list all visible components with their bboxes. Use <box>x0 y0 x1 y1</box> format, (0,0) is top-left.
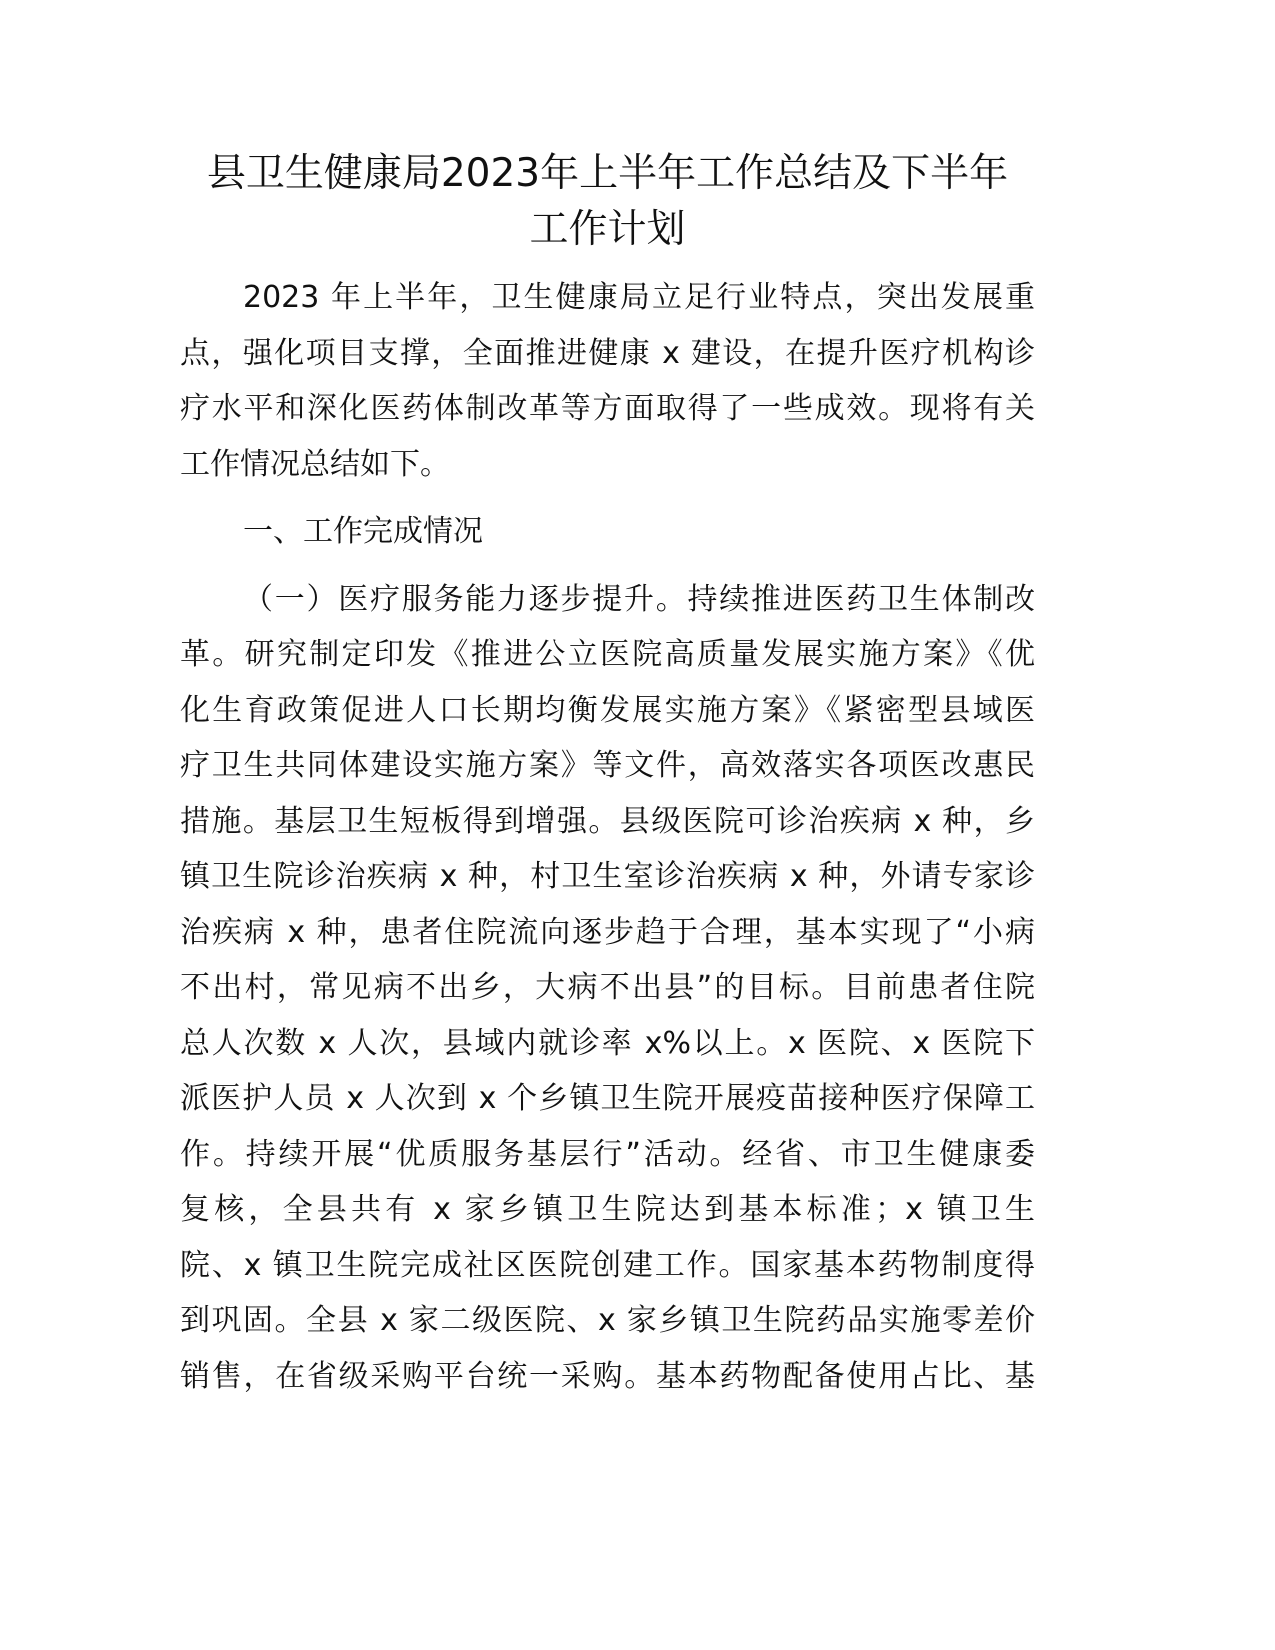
text-line: 院、x 镇卫生院完成社区医院创建工作。国家基本药物制度得 <box>180 1247 1035 1283</box>
document-title <box>150 146 1065 258</box>
text-line: 作。持续开展“优质服务基层行”活动。经省、市卫生健康委 <box>180 1136 1035 1172</box>
text-line: 总人次数 x 人次，县域内就诊率 x%以上。x 医院、x 医院下 <box>180 1025 1035 1061</box>
document-body <box>180 270 1035 1404</box>
title-line: 县卫生健康局2023年上半年工作总结及下半年 <box>206 151 1009 196</box>
section-paragraph <box>180 572 1035 1405</box>
text-line: （一）医疗服务能力逐步提升。持续推进医药卫生体制改 <box>243 581 1035 617</box>
text-line: 到巩固。全县 x 家二级医院、x 家乡镇卫生院药品实施零差价 <box>180 1303 1035 1338</box>
text-line: 治疾病 x 种，患者住院流向逐步趋于合理，基本实现了“小病 <box>180 914 1035 950</box>
text-line: 不出村，常见病不出乡，大病不出县”的目标。目前患者住院 <box>180 970 1035 1005</box>
section-heading: 一、工作完成情况 <box>243 514 483 549</box>
text-line: 革。研究制定印发《推进公立医院高质量发展实施方案》《优 <box>180 637 1035 672</box>
text-line: 销售，在省级采购平台统一采购。基本药物配备使用占比、基 <box>180 1358 1035 1394</box>
text-line: 镇卫生院诊治疾病 x 种，村卫生室诊治疾病 x 种，外请专家诊 <box>180 859 1035 894</box>
text-line: 措施。基层卫生短板得到增强。县级医院可诊治疾病 x 种，乡 <box>180 803 1035 839</box>
text-line: 疗水平和深化医药体制改革等方面取得了一些成效。现将有关 <box>180 391 1035 426</box>
text-line: 2023 年上半年，卫生健康局立足行业特点，突出发展重 <box>243 280 1035 315</box>
title-line: 工作计划 <box>529 207 686 252</box>
text-line: 疗卫生共同体建设实施方案》等文件，高效落实各项医改惠民 <box>180 748 1035 783</box>
intro-paragraph <box>180 270 1035 492</box>
text-line: 点，强化项目支撑，全面推进健康 x 建设，在提升医疗机构诊 <box>180 335 1035 371</box>
text-line: 工作情况总结如下。 <box>180 446 450 482</box>
text-line: 派医护人员 x 人次到 x 个乡镇卫生院开展疫苗接种医疗保障工 <box>180 1081 1035 1116</box>
text-line: 化生育政策促进人口长期均衡发展实施方案》《紧密型县域医 <box>180 692 1035 728</box>
text-line: 复核，全县共有 x 家乡镇卫生院达到基本标准；x 镇卫生 <box>180 1192 1035 1227</box>
